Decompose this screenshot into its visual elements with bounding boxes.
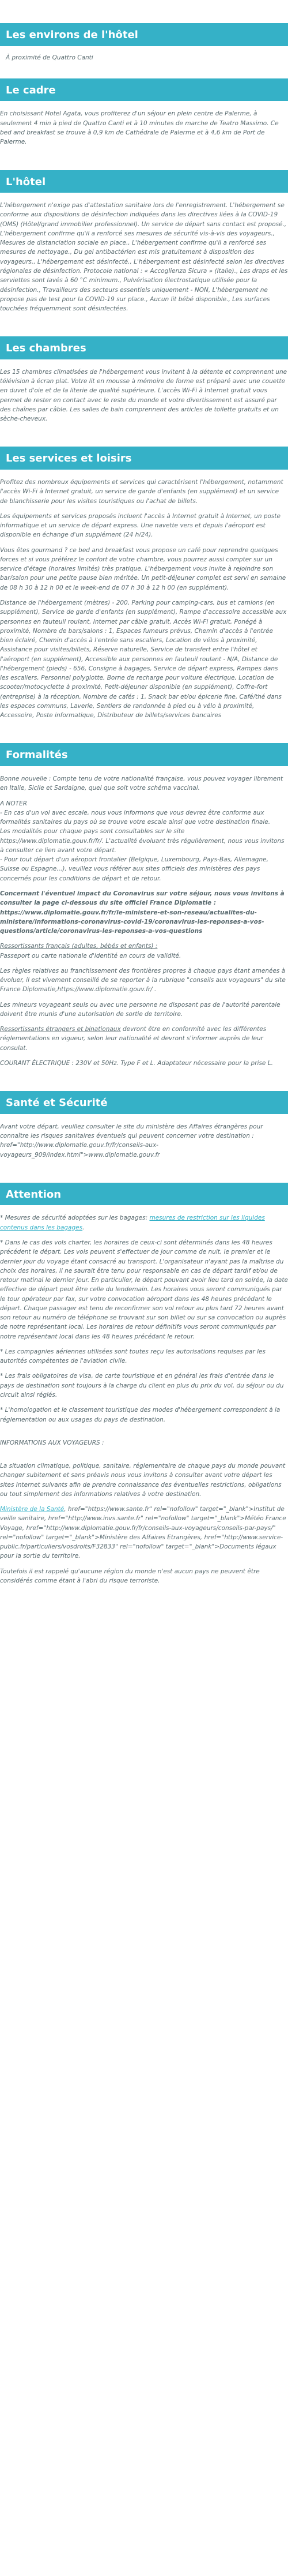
- hotel-title: L'hôtel: [0, 170, 288, 193]
- sante-text: Avant votre départ, veuillez consulter le site du ministère des Affaires étrangères pour connaître les risques sanitaires éventuels qui peuvent concerner votre destination : href="http://www.diplomatie.gouv.fr/fr/conseils-aux-voyageurs_909/index.html">www.diplomatie.gouv.fr: [0, 1123, 263, 1158]
- chambres-title: Les chambres: [0, 336, 288, 359]
- services-body: [0, 470, 288, 728]
- attention-p5: * L'homologation et le classement touristique des modes d'hébergement correspondent à la réglementation ou aux usages du pays de destination.: [0, 1407, 281, 1423]
- note-line: Les modalités pour chaque pays sont consultables sur le site https://www.diplomatie.gouv.fr/fr/. L'actualité évoluant très régulièrement, nous vous invitons à consulter ce lien avant votre départ.: [0, 828, 285, 854]
- courant-text: COURANT ÉLECTRIQUE : 230V et 50Hz. Type F et L. Adaptateur nécessaire pour la prise L.: [0, 1059, 273, 1067]
- etrangers-text: devront être en conformité avec les différentes réglementations en vigueur, selon leur nationalité et devront s'informer auprès de leur consulat.: [0, 1026, 267, 1052]
- attention-p9: Toutefois il est rappelé qu'aucune région du monde n'est aucun pays ne peuvent être considérés comme étant à l'abri du risque terroriste.: [0, 1568, 260, 1584]
- sante-title: Santé et Sécurité: [0, 1091, 288, 1114]
- environs-text: À proximité de Quattro Canti: [6, 54, 93, 61]
- attention-title: Attention: [0, 1183, 288, 1206]
- services-title: Les services et loisirs: [0, 447, 288, 470]
- etrangers-label: Ressortissants étrangers et binationaux: [0, 1026, 121, 1033]
- covid-text: Concernant l'éventuel impact du Coronavirus sur votre séjour, nous vous invitons à consulter la page ci-dessous du site officiel France Diplomatie : https://www.diplomatie.gouv.fr/fr/le-ministere-et-son-reseau/actualites-du-ministere/informations-coronavirus-covid-19/coronavirus-les-reponses-a-vos-questions/article/coronavirus-les-reponses-a-vos-questions: [0, 890, 285, 935]
- note-label: A NOTER: [0, 800, 27, 807]
- services-paragraph: Profitez des nombreux équipements et services qui caractérisent l'hébergement, notamment l'accès Wi-Fi à Internet gratuit, un service de garde d'enfants (en supplément) et un service de blanchisserie pour les visites touristiques ou l'achat de billets.: [0, 479, 283, 505]
- chambres-text: Les 15 chambres climatisées de l'hébergement vous invitent à la détente et comprennent une télévision à écran plat. Votre lit en mousse à mémoire de forme est préparé avec une couette en duvet d'oie et de la literie de qualité supérieure. L'accès Wi-Fi à Internet gratuit vous permet de rester en contact avec le reste du monde et votre divertissement est assuré par des chaînes par câble. Les salles de bain comprennent des articles de toilette gratuits et un sèche-cheveux.: [0, 368, 287, 423]
- ressortissants-label: Ressortissants français (adultes, bébés et enfants) :: [0, 943, 158, 950]
- attention-body: [0, 1205, 288, 1593]
- environs-title: Les environs de l'hôtel: [0, 23, 288, 46]
- attention-p8-rest: , href="https://www.sante.fr" rel="nofollow" target="_blank">Institut de veille sanitaire, href="http://www.invs.sante.fr" rel="nofollow" target="_blank">Météo France Voyage, href="http://www.diplomatie.gouv.fr/fr/conseils-aux-voyageurs/conseils-par-pays/" rel="nofollow" target="_blank">Ministère des Affaires Etrangères, href="http://www.service-public.fr/particuliers/vosdroits/F32833" rel="nofollow" target="_blank">Documents légaux pour la sortie du territoire.: [0, 1506, 286, 1560]
- regles-text: Les règles relatives au franchissement des frontières propres à chaque pays étant amenées à évoluer, il est vivement conseillé de se reporter à la rubrique "conseils aux voyageurs" du site France Diplomatie,https://www.diplomatie.gouv.fr/ .: [0, 967, 286, 993]
- mineurs-text: Les mineurs voyageant seuls ou avec une personne ne disposant pas de l'autorité parentale doivent être munis d'une autorisation de sortie de territoire.: [0, 1001, 281, 1018]
- attention-p3: * Les compagnies aériennes utilisées sont toutes reçu les autorisations requises par les autorités compétentes de l'aviation civile.: [0, 1348, 266, 1365]
- liquids-restriction-link[interactable]: mesures de restriction sur les liquides contenus dans les bagages: [0, 1214, 265, 1231]
- ministere-sante-link[interactable]: Ministère de la Santé: [0, 1506, 65, 1513]
- note-line: - En cas d'un vol avec escale, nous vous informons que vous devrez être conforme aux formalités sanitaires du pays où se trouve votre escale ainsi que votre destination finale.: [0, 809, 271, 826]
- ressortissants-text: Passeport ou carte nationale d'identité en cours de validité.: [0, 952, 181, 959]
- attention-p1-prefix: * Mesures de sécurité adoptées sur les bagages:: [0, 1214, 150, 1222]
- attention-p2: * Dans le cas des vols charter, les horaires de ceux-ci sont déterminés dans les 48 heures précédent le départ. Les vols peuvent s'effectuer de jour comme de nuit, le premier et le dernier jour du voyage étant consacré au transport. L'organisateur n'ayant pas la maîtrise du choix des horaires, il ne saurait être tenu pour responsable en cas de départ tardif et/ou de retour matinal le dernier jour. En particulier, le départ pouvant avoir lieu tard en soirée, la date effective de départ peut être celle du lendemain. Les horaires vous seront communiqués par le tour opérateur par fax, sur votre convocation aéroport dans les 48 heures précédant le départ. Chaque passager est tenu de reconfirmer son vol retour au plus tard 72 heures avant son retour au numéro de téléphone se trouvant sur son billet ou sur sa convocation ou auprès de notre représentant local. Les horaires de retour définitifs vous seront communiqués par notre représentant local dans les 48 heures précédant le retour.: [0, 1239, 288, 1340]
- formalites-intro: Bonne nouvelle : Compte tenu de votre nationalité française, vous pouvez voyager librement en Italie, Sicile et Sardaigne, quel que soit votre schéma vaccinal.: [0, 775, 283, 792]
- attention-p7: La situation climatique, politique, sanitaire, réglementaire de chaque pays du monde pouvant changer subitement et sans préavis nous vous invitons à consulter avant votre départ les sites Internet suivants afin de prendre connaissance des éventuelles restrictions, obligations ou tout simplement des informations relatives à votre destination.: [0, 1463, 286, 1498]
- attention-p4: * Les frais obligatoires de visa, de carte touristique et en général les frais d'entrée dans le pays de destination sont toujours à la charge du client en plus du prix du vol, du séjour ou du circuit ainsi réglés.: [0, 1373, 284, 1398]
- formalites-body: [0, 766, 288, 1076]
- cadre-text: En choisissant Hotel Agata, vous profiterez d'un séjour en plein centre de Palerme, à seulement 4 min à pied de Quattro Canti et à 10 minutes de marche de Teatro Massimo. Ce bed and breakfast se trouve à 0,9 km de Cathédrale de Palerme et à 4,6 km de Port de Palerme.: [0, 110, 279, 146]
- cadre-title: Le cadre: [0, 78, 288, 102]
- services-paragraph: Vous êtes gourmand ? ce bed and breakfast vous propose un café pour reprendre quelques forces et si vous préférez le confort de votre chambre, vous pourrez aussi compter sur un service d'étage (horaires limités) très pratique. L'hébergement vous invite à rejoindre son bar/salon pour une petite pause bien méritée. Un petit-déjeuner complet est servi en semaine de 08 h 30 à 12 h 00 et le week-end de 07 h 30 à 12 h 00 (en supplément).: [0, 546, 286, 591]
- hotel-text: L'hébergement n'exige pas d'attestation sanitaire lors de l'enregistrement. L'hébergement se conforme aux dispositions de désinfection indiquées dans les directives liées à la COVID-19 (OMS) (Hôtel/grand immobilier professionnel). Un service de départ sans contact est proposé., L'hébergement confirme qu'il a renforcé ses mesures de sécurité vis-à-vis des voyageurs., Mesures de distanciation sociale en place., L'hébergement confirme qu'il a renforcé ses mesures de nettoyage., Du gel antibactérien est mis gratuitement à disposition des voyageurs., L'hébergement est désinfecté., L'hébergement est désinfecté selon les directives régionales de désinfection. Protocole national : « Accoglienza Sicura » (Italie)., Les draps et les serviettes sont lavés à 60 °C minimum., Pulvérisation électrostatique utilisée pour la désinfection., Travailleurs des secteurs essentiels uniquement - NON, L'hébergement ne propose pas de test pour la COVID-19 sur place., Aucun lit bébé disponible., Les surfaces touchées fréquemment sont désinfectées.: [0, 202, 288, 313]
- attention-p6: INFORMATIONS AUX VOYAGEURS :: [0, 1439, 104, 1446]
- attention-p1-suffix: .: [82, 1224, 85, 1231]
- formalites-title: Formalités: [0, 743, 288, 766]
- note-line: - Pour tout départ d'un aéroport frontalier (Belgique, Luxembourg, Pays-Bas, Allemagne, Suisse ou Espagne...), veuillez vous référer aux sites officiels des ministères des pays concernés pour les conditions de départ et de retour.: [0, 856, 268, 882]
- services-paragraph: Distance de l'hébergement (mètres) - 200, Parking pour camping-cars, bus et camions (en supplément), Service de garde d'enfants (en supplément), Rampe d'accessoire accessible aux personnes en fauteuil roulant, Internet par câble gratuit, Accès Wi-Fi gratuit, Ponégé à proximité, Nombre de bars/salons : 1, Espaces fumeurs prévus, Chemin d'accès à l'entrée bien éclairé, Chemin d'accès à l'entrée sans escaliers, Location de vélos à proximité, Assistance pour visites/billets, Réserve naturelle, Service de transfert entre l'hôtel et l'aéroport (en supplément), Accessible aux personnes en fauteuil roulant - N/A, Distance de l'hébergement (pieds) - 656, Consigne à bagages, Service de départ express, Rampes dans les escaliers, Personnel polyglotte, Borne de recharge pour voiture électrique, Location de scooter/motocyclette à proximité, Petit-déjeuner disponible (en supplément), Coffre-fort (entreprise) à la réception, Nombre de cafés : 1, Snack bar et/ou épicerie fine, Café/thé dans les espaces communs, Laverie, Sentiers de randonnée à pied ou à vélo à proximité, Accessoire, Poste informatique, Distributeur de billets/services bancaires: [0, 599, 287, 719]
- services-paragraph: Les équipements et services proposés incluent l'accès à Internet gratuit à Internet, un poste informatique et un service de départ express. Une navette vers et depuis l'aéroport est disponible en échange d'un supplément (24 h/24).: [0, 512, 281, 539]
